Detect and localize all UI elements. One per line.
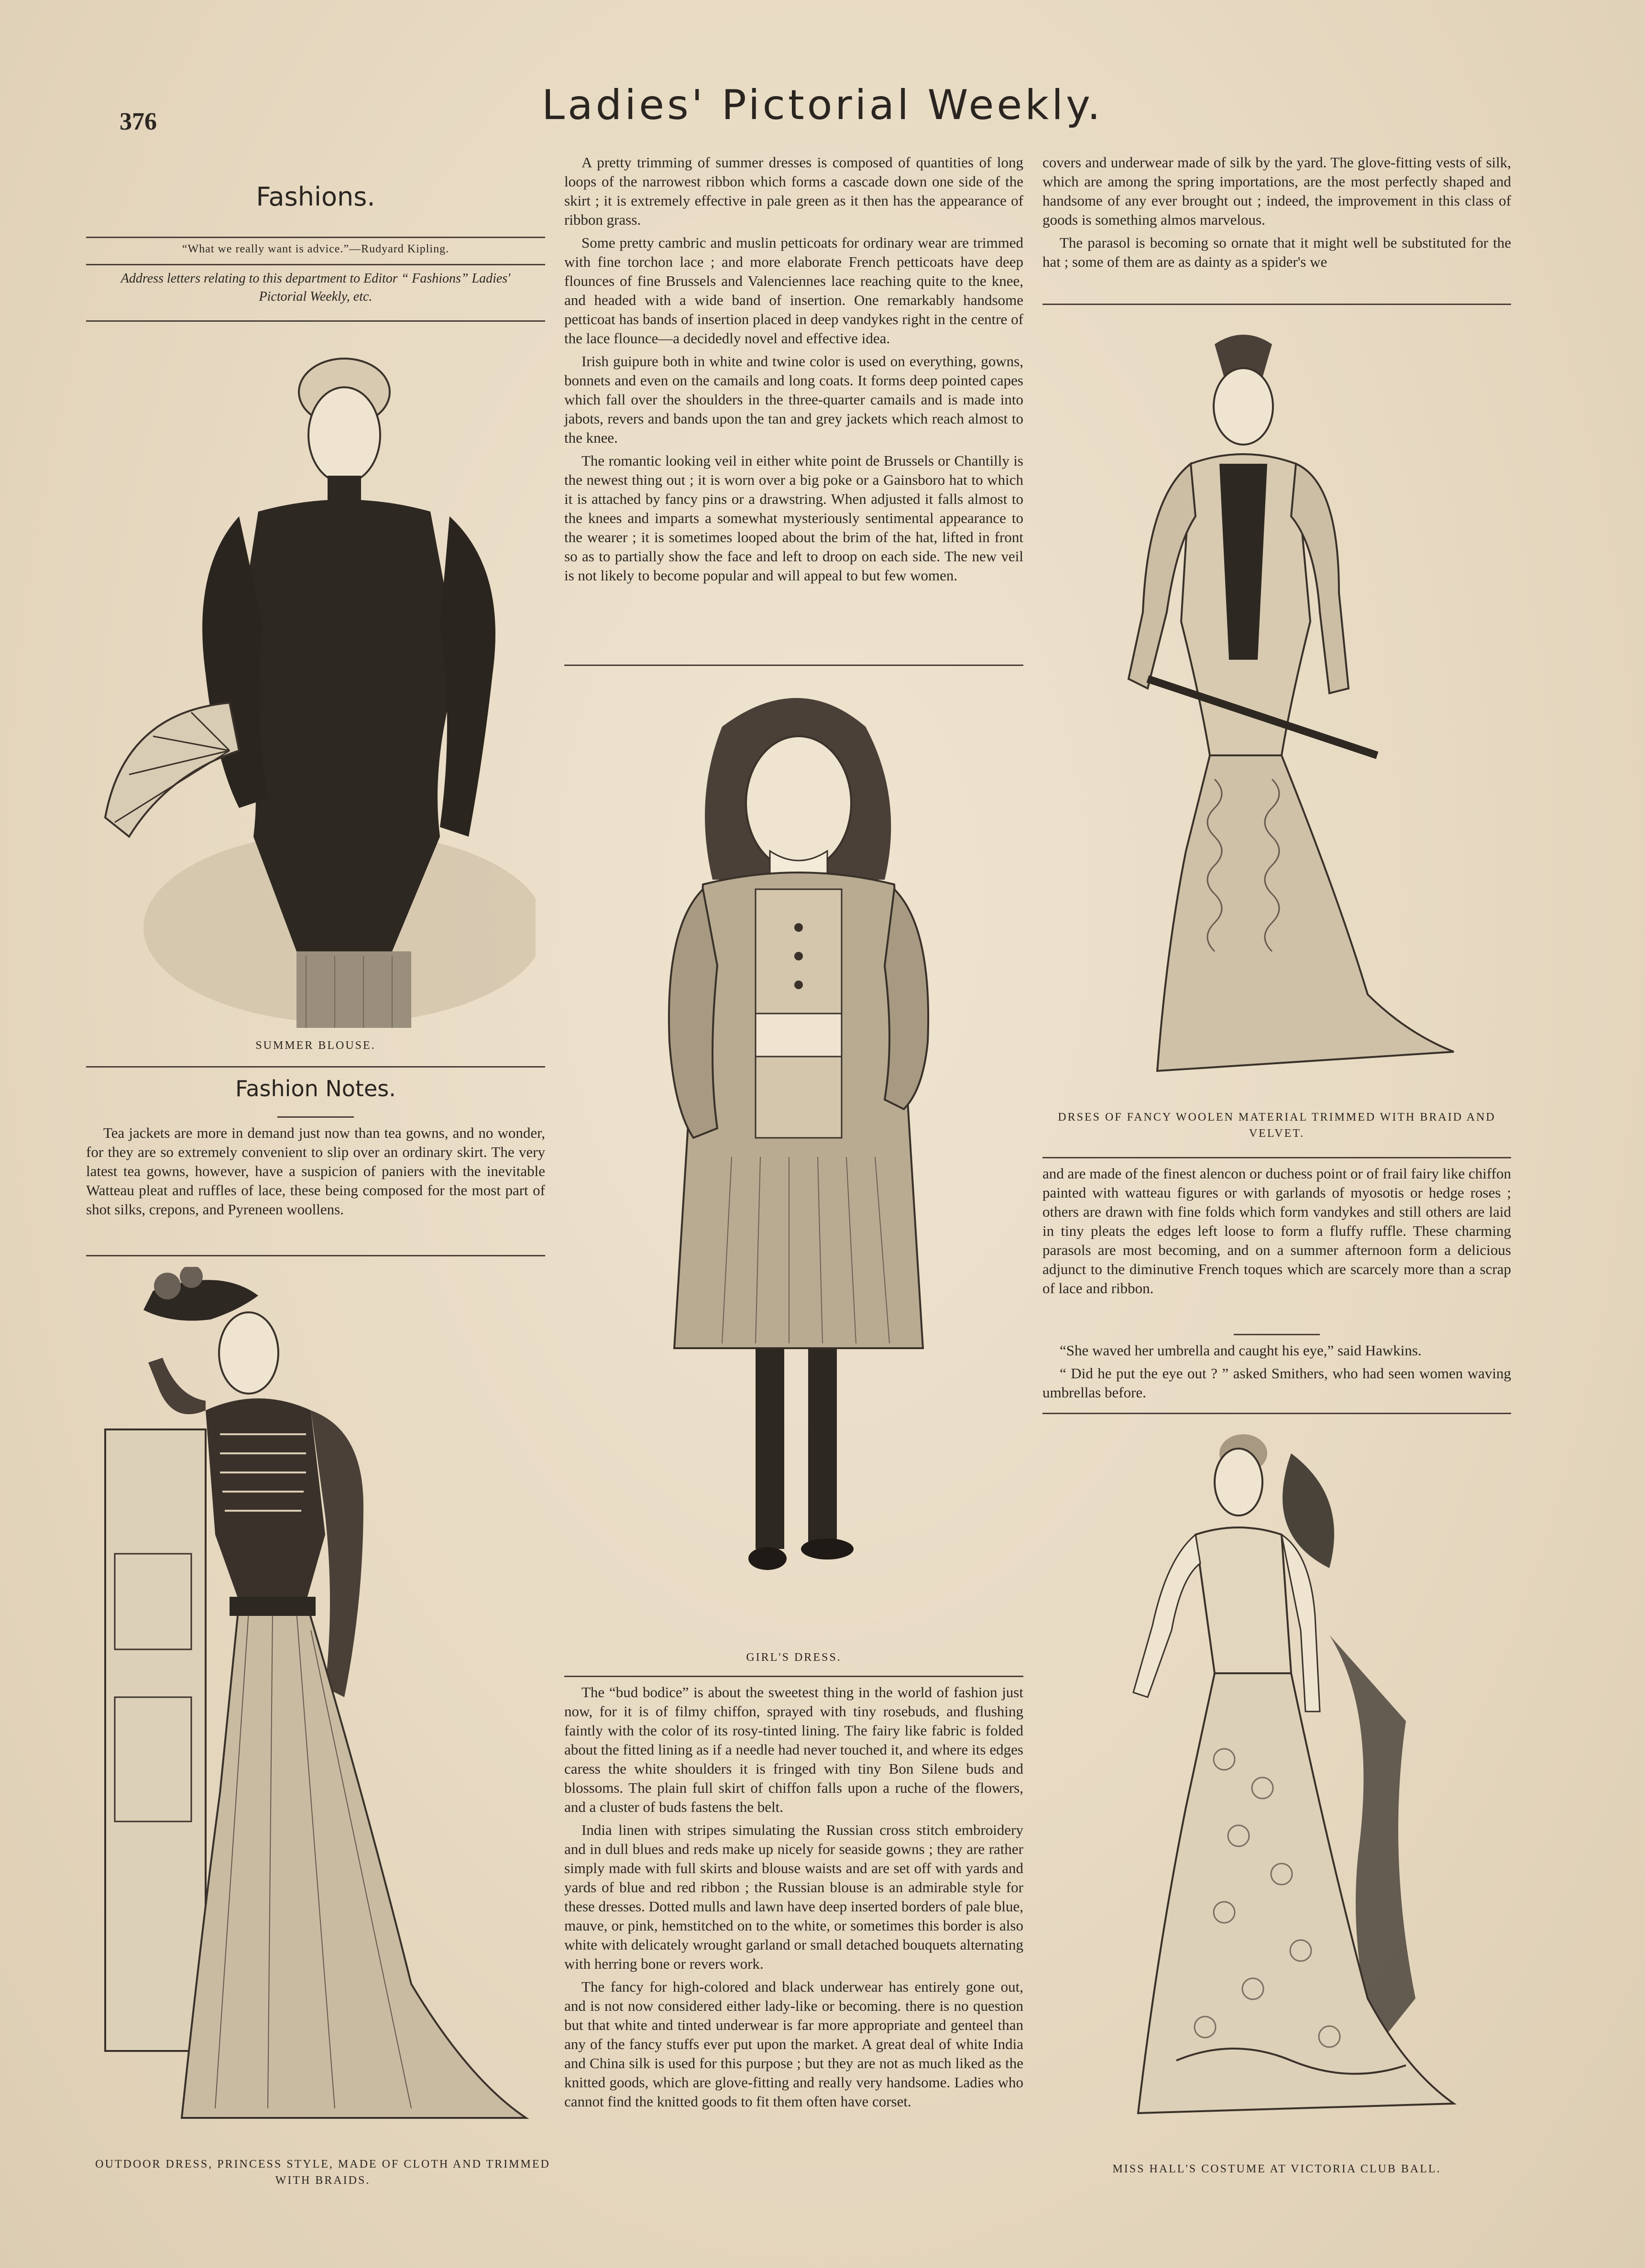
address-note: Address letters relating to this department to Editor “ Fashions” Ladies' Pictorial Weekly, etc. — [121, 271, 511, 304]
article-paragraph: Some pretty cambric and muslin petticoats for ordinary wear are trimmed with fine torchon lace ; and more elaborate French petticoats have deep flounces of fine Brussels and Valenciennes lace reaching quite to the knee, and headed with a wide band of insertion. One remarkably handsome petticoat has bands of insertion placed in deep vandykes right in the centre of the lace flounce—a decidedly novel and effective idea. — [564, 234, 1023, 347]
divider — [1042, 1413, 1511, 1414]
divider — [564, 1676, 1023, 1677]
article-paragraph: The parasol is becoming so ornate that it might well be substituted for the hat ; some of them are as dainty as a spider's we — [1042, 234, 1511, 270]
article-paragraph: Irish guipure both in white and twine color is used on everything, gowns, bonnets and even on the camails and long coats. It forms deep pointed capes which fall over the shoulders in the three-quarter camails and is made into jabots, revers and bands upon the tan and grey jackets which reach almost to the knee. — [564, 353, 1023, 446]
woolen-dress-illustration — [1071, 325, 1482, 1100]
divider — [1042, 1157, 1511, 1158]
summer-blouse-illustration — [96, 330, 536, 1033]
masthead-title: Ladies' Pictorial Weekly. — [542, 81, 1103, 129]
right-top-article — [1042, 153, 1511, 275]
article-paragraph: India linen with stripes simulating the Russian cross stitch embroidery and in dull blues and reds make up nicely for seaside gowns ; they are rather simply made with full skirts and blouse waists and are set off with yards and yards of blue and red ribbon ; the Russian blouse is an admirable style for these dresses. Dotted mulls and lawn have deep inserted borders of pale blue, mauve, or pink, hemstitched on to the white, or sometimes this border is also white with delicately wrought garland or small detached bouquets alternating with herring bone or revers work. — [564, 1821, 1023, 1972]
girls-dress-drawing — [636, 679, 961, 1645]
summer-blouse-drawing — [96, 330, 536, 1033]
divider — [86, 1066, 545, 1068]
caption-woolen-dress: DRSES OF FANCY WOOLEN MATERIAL TRIMMED WITH BRAID AND VELVET. — [1058, 1111, 1496, 1140]
anecdote-line: “ Did he put the eye out ? ” asked Smithers, who had seen women waving umbrellas before. — [1042, 1365, 1511, 1401]
outdoor-dress-drawing — [96, 1267, 545, 2147]
caption-outdoor-dress: OUTDOOR DRESS, PRINCESS STYLE, MADE OF CLOTH AND TRIMMED WITH BRAIDS. — [95, 2158, 550, 2187]
miss-hall-costume-drawing — [1081, 1425, 1473, 2151]
article-paragraph: covers and underwear made of silk by the yard. The glove-fitting vests of silk, which are among the spring importations, are the most perfectly shaped and handsome of any ever brought out ; indeed, the improvement in this class of goods is something almos marvelous. — [1042, 154, 1511, 228]
middle-bottom-article — [564, 1683, 1023, 2115]
caption-girls-dress: GIRL'S DRESS. — [746, 1651, 842, 1664]
divider — [1234, 1334, 1320, 1335]
right-mid-article — [1042, 1164, 1511, 1302]
article-paragraph: The romantic looking veil in either white point de Brussels or Chantilly is the newest thing out ; it is worn over a big poke or a Gainsboro hat to which it is attached by fancy pins or a drawstring. When adjusted it falls almost to the knees and imparts a somewhat mysteriously sentimental appearance to the wearer ; it is sometimes looped about the brim of the hat, lifted in front so as to partially show the face and left to droop on each side. The new veil is not likely to become popular and will appeal to but few women. — [564, 452, 1023, 584]
article-paragraph: The “bud bodice” is about the sweetest thing in the world of fashion just now, for it is of filmy chiffon, sprayed with tiny rosebuds, and flushing faintly with the color of its rosy-tinted lining. The fairy like fabric is folded about the fitted lining as if a needle had never touched it, and where its edges caress the white shoulders it is fringed with tiny Bon Silene buds and blossoms. The plain full skirt of chiffon falls upon a ruche of the flowers, and a cluster of buds fastens the belt. — [564, 1684, 1023, 1815]
divider — [86, 1255, 545, 1256]
caption-summer-blouse: SUMMER BLOUSE. — [255, 1039, 376, 1052]
divider — [86, 320, 545, 322]
fashion-notes-title: Fashion Notes. — [235, 1076, 396, 1101]
fashion-notes-paragraph: Tea jackets are more in demand just now than tea gowns, and no wonder, for they are so extremely convenient to slip over an ordinary skirt. The very latest tea gowns, however, have a suspicion of paniers with the inevitable Watteau pleat and ruffles of lace, these being composed for the most part of shot silks, crepons, and Pyreneen woollens. — [86, 1124, 545, 1218]
woolen-dress-drawing — [1071, 325, 1482, 1100]
divider — [86, 264, 545, 265]
miss-hall-costume-illustration — [1081, 1425, 1473, 2151]
page-number: 376 — [120, 108, 157, 135]
caption-miss-hall: MISS HALL'S COSTUME AT VICTORIA CLUB BALL. — [1112, 2163, 1441, 2175]
outdoor-dress-illustration — [96, 1267, 545, 2147]
divider — [564, 665, 1023, 666]
divider — [1042, 304, 1511, 305]
divider — [277, 1116, 354, 1118]
fashions-title: Fashions. — [256, 182, 375, 212]
anecdote — [1042, 1341, 1511, 1406]
anecdote-line: “She waved her umbrella and caught his eye,” said Hawkins. — [1060, 1342, 1422, 1359]
divider — [86, 237, 545, 238]
girls-dress-illustration — [636, 679, 961, 1645]
middle-top-article — [564, 153, 1023, 589]
motto: “What we really want is advice.”—Rudyard Kipling. — [182, 243, 450, 255]
article-paragraph: and are made of the finest alencon or duchess point or of frail fairy like chiffon painted with watteau figures or with garlands of myosotis or hedge roses ; others are drawn with fine folds which form vandykes and still others are laid in tiny pleats the edges left loose to form a fluffy ruffle. These charming parasols are most becoming, and on a summer afternoon form a delicious adjunct to the diminutive French toques which are scarcely more than a scrap of lace and ribbon. — [1042, 1165, 1511, 1297]
article-paragraph: A pretty trimming of summer dresses is composed of quantities of long loops of the narrowest ribbon which forms a cascade down one side of the skirt ; it is extremely effective in pale green as it then has the appearance of ribbon grass. — [564, 154, 1023, 228]
fashion-notes-text — [86, 1123, 545, 1223]
article-paragraph: The fancy for high-colored and black underwear has entirely gone out, and is not now considered either lady-like or becoming. there is no question but that white and tinted underwear is far more appropriate and genteel than any of the fancy stuffs ever put upon the market. A great deal of white India and China silk is used for this purpose ; but they are not as much liked as the knitted goods, which are glove-fitting and really very handsome. Ladies who cannot find the knitted goods to fit them often have corset. — [564, 1978, 1023, 2110]
